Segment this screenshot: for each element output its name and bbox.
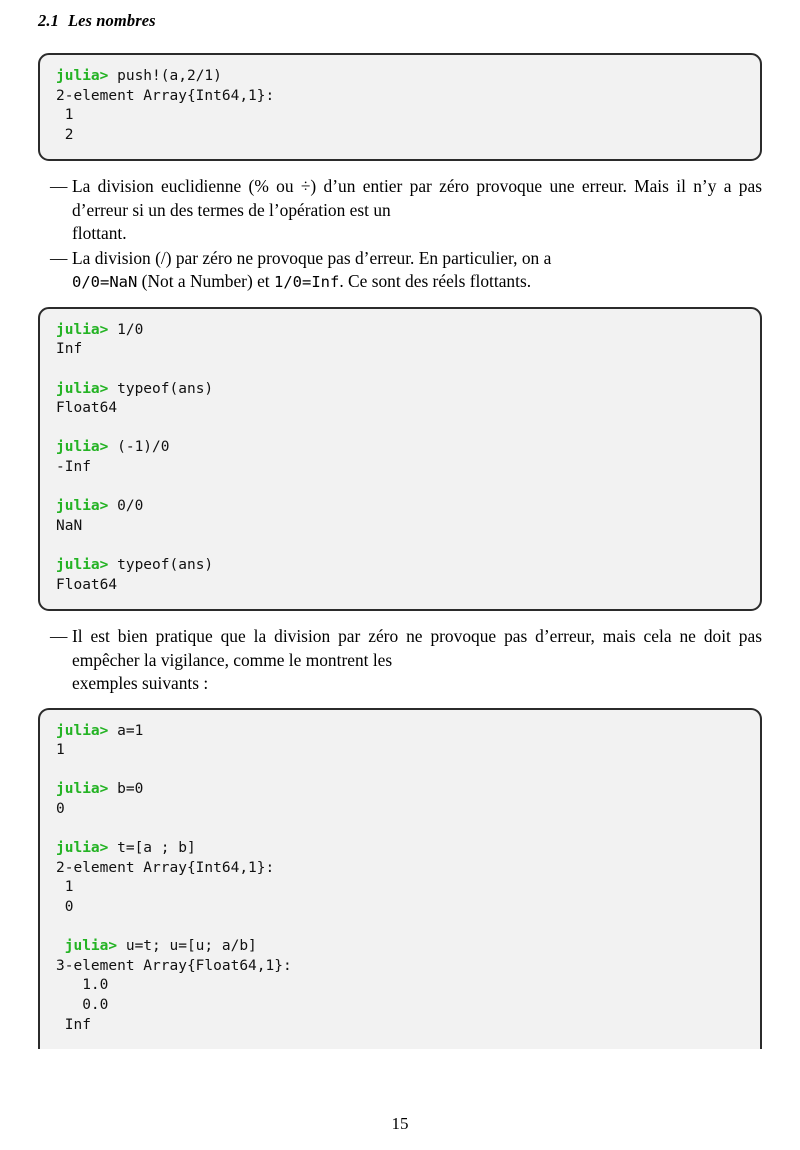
- bullet-text: [72, 175, 762, 246]
- code-line: [56, 938, 257, 954]
- code-line: [56, 723, 143, 739]
- code-line: [56, 860, 274, 876]
- code-text: Float64: [56, 400, 118, 417]
- code-text: -Inf: [56, 459, 91, 476]
- list-item: [38, 247, 762, 295]
- code-text: 1.0: [56, 977, 109, 994]
- code-text: 1: [56, 742, 65, 759]
- code-line: [56, 518, 82, 534]
- code-line: [56, 840, 196, 856]
- code-text: Float64: [56, 576, 118, 593]
- code-text: 1: [56, 107, 74, 124]
- julia-prompt: julia>: [56, 557, 109, 573]
- code-text: 2: [56, 126, 74, 143]
- code-line: [56, 107, 73, 123]
- bullet-text-mid: (Not a Number) et: [137, 271, 274, 292]
- code-text: u=t; u=[u; a/b]: [117, 938, 257, 955]
- bullet-text: [72, 247, 762, 295]
- julia-prompt: julia>: [56, 781, 109, 798]
- code-text: t=[a ; b]: [108, 840, 196, 857]
- code-line: [56, 341, 82, 357]
- code-line: [56, 958, 292, 974]
- julia-prompt: julia>: [56, 722, 109, 739]
- code-text: 2-element Array{Int64,1}:: [56, 859, 275, 876]
- section-number: 2.1: [38, 11, 59, 30]
- code-block-push-example: [38, 53, 762, 161]
- bullet-line: flottant.: [72, 223, 127, 244]
- code-blank-line: [56, 478, 744, 498]
- bullet-line: erreur. Mais il n’y a pas d’erreur si un des termes de l’opération est un: [72, 176, 762, 220]
- bullet-list-2: [38, 625, 762, 696]
- list-item: [38, 175, 762, 246]
- page-number: 15: [391, 1114, 409, 1133]
- code-line: [56, 88, 274, 104]
- code-line: [56, 557, 213, 573]
- code-text: 3-element Array{Float64,1}:: [56, 957, 292, 974]
- julia-prompt: julia>: [56, 321, 109, 338]
- code-line: [56, 742, 65, 758]
- code-line: [56, 997, 108, 1013]
- bullet-dash: —: [50, 176, 68, 197]
- code-blank-line: [56, 918, 744, 938]
- julia-prompt: julia>: [56, 498, 109, 515]
- code-line: [56, 459, 91, 475]
- code-text: 0: [56, 899, 74, 916]
- bullet-line: La division euclidienne (% ou ÷) d’un entier par zéro provoque une: [72, 176, 575, 197]
- section-title: Les nombres: [67, 11, 156, 30]
- julia-prompt: julia>: [56, 68, 109, 84]
- bullet-line: exemples suivants :: [72, 673, 209, 694]
- code-line: [56, 439, 170, 455]
- code-line: [56, 68, 222, 84]
- bullet-dash: —: [50, 626, 68, 647]
- code-block-division-par-zero: [38, 307, 762, 611]
- bullet-line: mais cela ne doit pas empêcher la vigilance, comme le montrent les: [72, 626, 762, 670]
- code-blank-line: [56, 536, 744, 556]
- code-text: 0.0: [56, 997, 109, 1013]
- bullet-text: [72, 625, 762, 696]
- code-text: Inf: [56, 341, 83, 358]
- julia-prompt: julia>: [56, 439, 109, 456]
- list-item: [38, 625, 762, 696]
- code-line: [56, 577, 117, 593]
- bullet-line: La division (/) par zéro ne provoque pas d’erreur. En particulier, on a: [72, 247, 552, 268]
- julia-prompt: julia>: [56, 938, 118, 955]
- code-text: a=1: [108, 722, 144, 739]
- code-line: [56, 127, 73, 143]
- julia-prompt: julia>: [56, 380, 109, 397]
- code-line: [56, 400, 117, 416]
- bullet-line: [72, 270, 762, 295]
- inline-code-inf: 1/0=Inf: [274, 273, 340, 292]
- code-block-vigilance-exemples: [38, 708, 762, 1050]
- code-line: [56, 381, 213, 397]
- code-text: push!(a,2/1): [108, 68, 222, 84]
- code-blank-line: [56, 761, 744, 781]
- code-text: 1: [56, 879, 74, 896]
- code-text: Inf: [56, 1016, 91, 1033]
- code-line: [56, 498, 143, 514]
- code-text: NaN: [56, 517, 83, 534]
- code-blank-line: [56, 419, 744, 439]
- code-line: [56, 1017, 91, 1033]
- code-line: [56, 899, 73, 915]
- code-text: b=0: [108, 781, 144, 798]
- bullet-text-tail: . Ce sont des réels flottants.: [339, 271, 532, 292]
- code-text: 0: [56, 801, 65, 818]
- code-line: [56, 977, 108, 993]
- code-blank-line: [56, 360, 744, 380]
- code-line: [56, 879, 73, 895]
- code-text: typeof(ans): [108, 380, 214, 397]
- bullet-dash: —: [50, 247, 68, 268]
- inline-code-nan: 0/0=NaN: [72, 273, 138, 292]
- code-blank-line: [56, 820, 744, 840]
- code-text: typeof(ans): [108, 557, 214, 573]
- julia-prompt: julia>: [56, 840, 109, 857]
- code-line: [56, 801, 65, 817]
- bullet-list-1: [38, 175, 762, 295]
- code-text: 1/0: [108, 321, 144, 338]
- code-text: 2-element Array{Int64,1}:: [56, 87, 275, 104]
- code-line: [56, 781, 143, 797]
- bullet-line: Il est bien pratique que la division par zéro ne provoque pas d’erreur,: [72, 626, 595, 647]
- code-line: [56, 322, 143, 338]
- running-head: [38, 0, 762, 31]
- code-text: 0/0: [108, 498, 144, 515]
- code-text: (-1)/0: [108, 439, 170, 456]
